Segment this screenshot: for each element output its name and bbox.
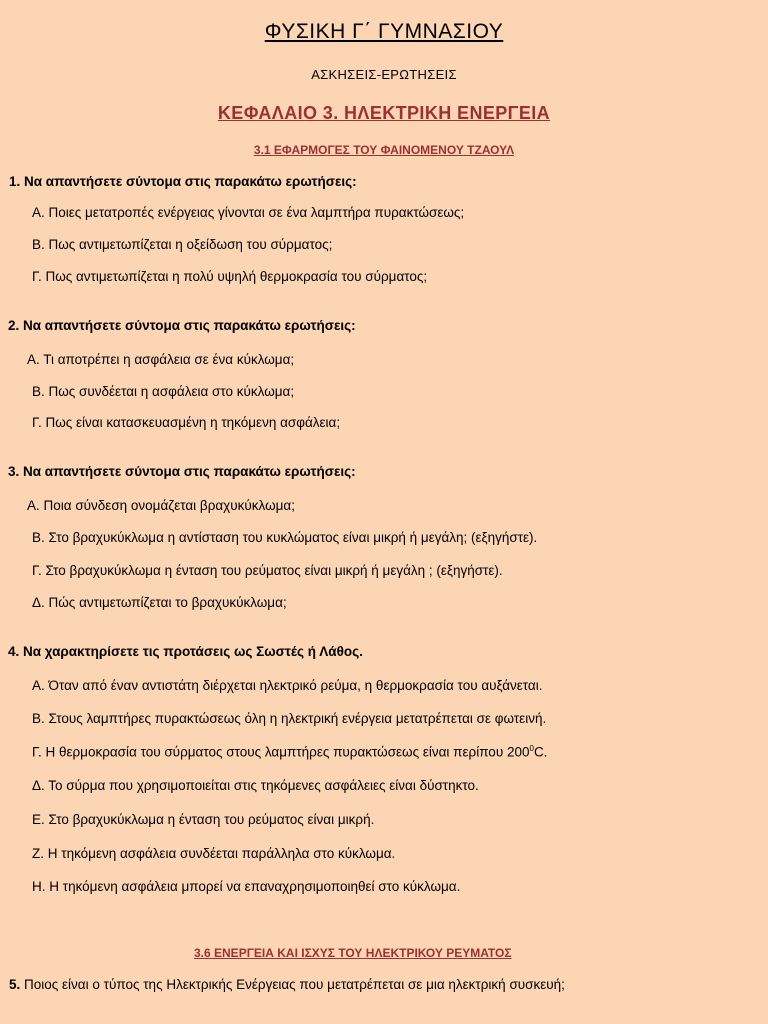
question-3-item-c: Γ. Στο βραχυκύκλωμα η ένταση του ρεύματος είναι μικρή ή μεγάλη ; (εξηγήστε). [32,563,503,578]
question-4-item-b: Β. Στους λαμπτήρες πυρακτώσεως όλη η ηλεκτρική ενέργεια μετατρέπεται σε φωτεινή. [32,711,547,726]
question-1-item-b: Β. Πως αντιμετωπίζεται η οξείδωση του σύρματος; [32,237,333,252]
document-subtitle: ΑΣΚΗΣΕΙΣ-ΕΡΩΤΗΣΕΙΣ [311,67,457,82]
document-title: ΦΥΣΙΚΗ Γ΄ ΓΥΜΝΑΣΙΟΥ [264,20,504,43]
temperature-unit: C. [533,744,548,760]
question-4-item-g: Η. Η τηκόμενη ασφάλεια μπορεί να επαναχρησιμοποιηθεί στο κύκλωμα. [32,879,461,894]
question-2-item-a: Α. Τι αποτρέπει η ασφάλεια σε ένα κύκλωμα; [27,352,295,367]
question-4-item-c-text: Γ. Η θερμοκρασία του σύρματος στους λαμπτήρες πυρακτώσεως είναι περίπου 200 [32,744,530,760]
question-5-number: 5. [9,977,21,992]
question-4-item-a: Α. Όταν από έναν αντιστάτη διέρχεται ηλεκτρικό ρεύμα, η θερμοκρασία του αυξάνεται. [32,678,543,693]
question-4-item-e: Ε. Στο βραχυκύκλωμα η ένταση του ρεύματος είναι μικρή. [32,812,375,827]
question-3-item-a: Α. Ποια σύνδεση ονομάζεται βραχυκύκλωμα; [27,498,295,513]
question-3-heading: 3. Να απαντήσετε σύντομα στις παρακάτω ερωτήσεις: [8,464,356,479]
question-4-item-d: Δ. Το σύρμα που χρησιμοποιείται στις τηκόμενες ασφάλειες είναι δύστηκτο. [32,778,479,793]
question-2-item-c: Γ. Πως είναι κατασκευασμένη η τηκόμενη ασφάλεια; [32,415,341,430]
question-5 [9,977,565,992]
question-1-heading: 1. Να απαντήσετε σύντομα στις παρακάτω ερωτήσεις: [9,174,357,189]
degree-superscript: 0 [529,744,534,753]
question-3-item-b: Β. Στο βραχυκύκλωμα η αντίσταση του κυκλώματος είναι μικρή ή μεγάλη; (εξηγήστε). [32,530,538,545]
question-5-text: Ποιος είναι ο τύπος της Ηλεκτρικής Ενέργειας που μετατρέπεται σε μια ηλεκτρική συσκευή; [20,977,565,992]
question-1-item-a: Α. Ποιες μετατροπές ενέργειας γίνονται σε ένα λαμπτήρα πυρακτώσεως; [32,205,465,220]
question-1-item-c: Γ. Πως αντιμετωπίζεται η πολύ υψηλή θερμοκρασία του σύρματος; [32,269,428,284]
section-heading-3-1: 3.1 ΕΦΑΡΜΟΓΕΣ ΤΟΥ ΦΑΙΝΟΜΕΝΟΥ ΤΖΑΟΥΛ [253,143,515,157]
section-heading-3-6: 3.6 ΕΝΕΡΓΕΙΑ ΚΑΙ ΙΣΧΥΣ ΤΟΥ ΗΛΕΚΤΡΙΚΟΥ ΡΕΥΜΑΤΟΣ [194,946,512,960]
question-4-item-f: Ζ. Η τηκόμενη ασφάλεια συνδέεται παράλληλα στο κύκλωμα. [32,846,396,861]
question-2-heading: 2. Να απαντήσετε σύντομα στις παρακάτω ερωτήσεις: [8,318,356,333]
chapter-heading: ΚΕΦΑΛΑΙΟ 3. ΗΛΕΚΤΡΙΚΗ ΕΝΕΡΓΕΙΑ [217,103,551,123]
question-2-item-b: Β. Πως συνδέεται η ασφάλεια στο κύκλωμα; [32,384,295,399]
question-4-item-c [32,744,547,760]
question-3-item-d: Δ. Πώς αντιμετωπίζεται το βραχυκύκλωμα; [32,595,287,610]
question-4-heading: 4. Να χαρακτηρίσετε τις προτάσεις ως Σωστές ή Λάθος. [8,644,363,659]
